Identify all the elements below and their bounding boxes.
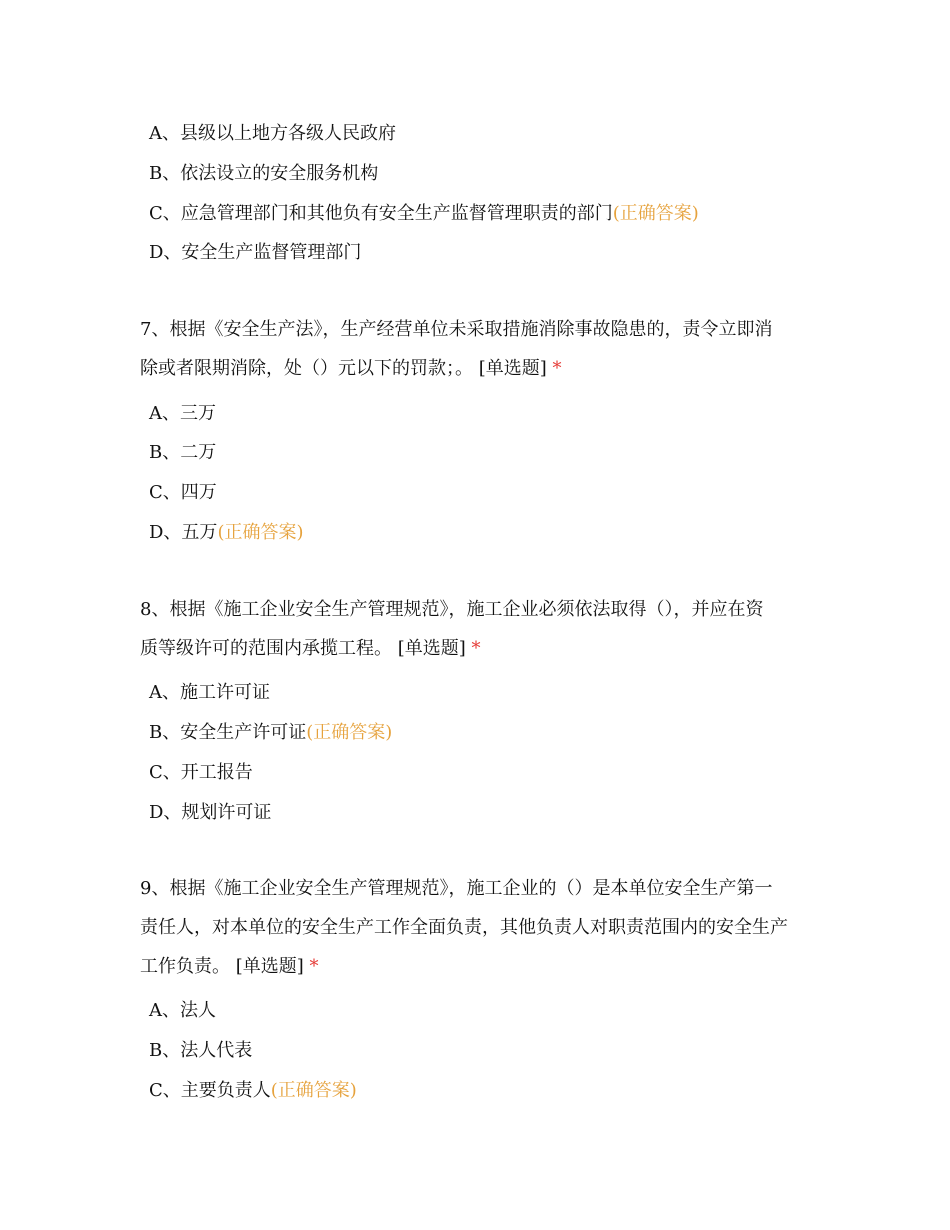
q7-stem-line-2 [140, 349, 820, 388]
q9-correct-answer-badge: (正确答案) [270, 1080, 357, 1101]
q7-question [140, 310, 820, 388]
q6-option-b-text: B、依法设立的安全服务机构 [149, 163, 379, 184]
q7-option-b[interactable] [149, 441, 216, 465]
q7-option-d-text: D、五万 [149, 522, 218, 543]
q7-correct-answer-badge: (正确答案) [217, 522, 304, 543]
q9-option-a[interactable] [149, 999, 216, 1023]
q6-correct-answer-badge: (正确答案) [612, 203, 699, 224]
q7-stem-text: 除或者限期消除，处（）元以下的罚款；。 [140, 358, 473, 379]
q8-option-b-text: B、安全生产许可证 [149, 722, 307, 743]
q8-option-b[interactable] [149, 721, 392, 745]
q8-option-a-text: A、施工许可证 [149, 682, 270, 703]
q8-question [140, 590, 820, 668]
q9-stem-line-1: 9、根据《施工企业安全生产管理规范》，施工企业的（）是本单位安全生产第一 [140, 878, 773, 899]
q8-stem-text: 质等级许可的范围内承揽工程。 [140, 638, 392, 659]
q7-option-c-text: C、四万 [149, 482, 217, 503]
q8-correct-answer-badge: (正确答案) [306, 722, 393, 743]
q6-option-d-text: D、安全生产监督管理部门 [149, 242, 362, 263]
q8-option-d-text: D、规划许可证 [149, 802, 272, 823]
q7-option-c[interactable] [149, 481, 217, 505]
q7-option-d[interactable] [149, 521, 303, 545]
q6-option-c-text: C、应急管理部门和其他负有安全生产监督管理职责的部门 [149, 203, 613, 224]
q8-stem-line-1: 8、根据《施工企业安全生产管理规范》，施工企业必须依法取得（），并应在资 [140, 599, 764, 620]
q7-required-marker: * [552, 358, 562, 379]
q9-option-c-text: C、主要负责人 [149, 1080, 271, 1101]
q9-option-a-text: A、法人 [149, 1000, 216, 1021]
q9-stem-line-3 [140, 947, 820, 986]
q8-question-type: [单选题] [397, 638, 466, 659]
q6-option-c[interactable] [149, 202, 699, 226]
q9-stem-text: 工作负责。 [140, 956, 230, 977]
q9-question [140, 869, 820, 986]
q9-stem-line-2: 责任人，对本单位的安全生产工作全面负责，其他负责人对职责范围内的安全生产 [140, 917, 788, 938]
q6-option-a-text: A、县级以上地方各级人民政府 [149, 123, 396, 144]
q8-stem-line-2 [140, 629, 820, 668]
q8-option-c-text: C、开工报告 [149, 762, 253, 783]
q9-question-type: [单选题] [235, 956, 304, 977]
q9-option-b-text: B、法人代表 [149, 1040, 253, 1061]
q7-option-a[interactable] [149, 402, 216, 426]
q7-question-type: [单选题] [478, 358, 547, 379]
q9-option-c[interactable] [149, 1079, 357, 1103]
q6-option-a[interactable] [149, 122, 396, 146]
q8-required-marker: * [471, 638, 481, 659]
q6-option-d[interactable] [149, 241, 361, 265]
q8-option-a[interactable] [149, 681, 270, 705]
q9-option-b[interactable] [149, 1039, 252, 1063]
q9-required-marker: * [309, 956, 319, 977]
q8-option-c[interactable] [149, 761, 253, 785]
q7-option-b-text: B、二万 [149, 442, 217, 463]
q6-option-b[interactable] [149, 162, 378, 186]
q8-option-d[interactable] [149, 801, 271, 825]
q7-option-a-text: A、三万 [149, 403, 216, 424]
q7-stem-line-1: 7、根据《安全生产法》，生产经营单位未采取措施消除事故隐患的，责令立即消 [140, 319, 773, 340]
